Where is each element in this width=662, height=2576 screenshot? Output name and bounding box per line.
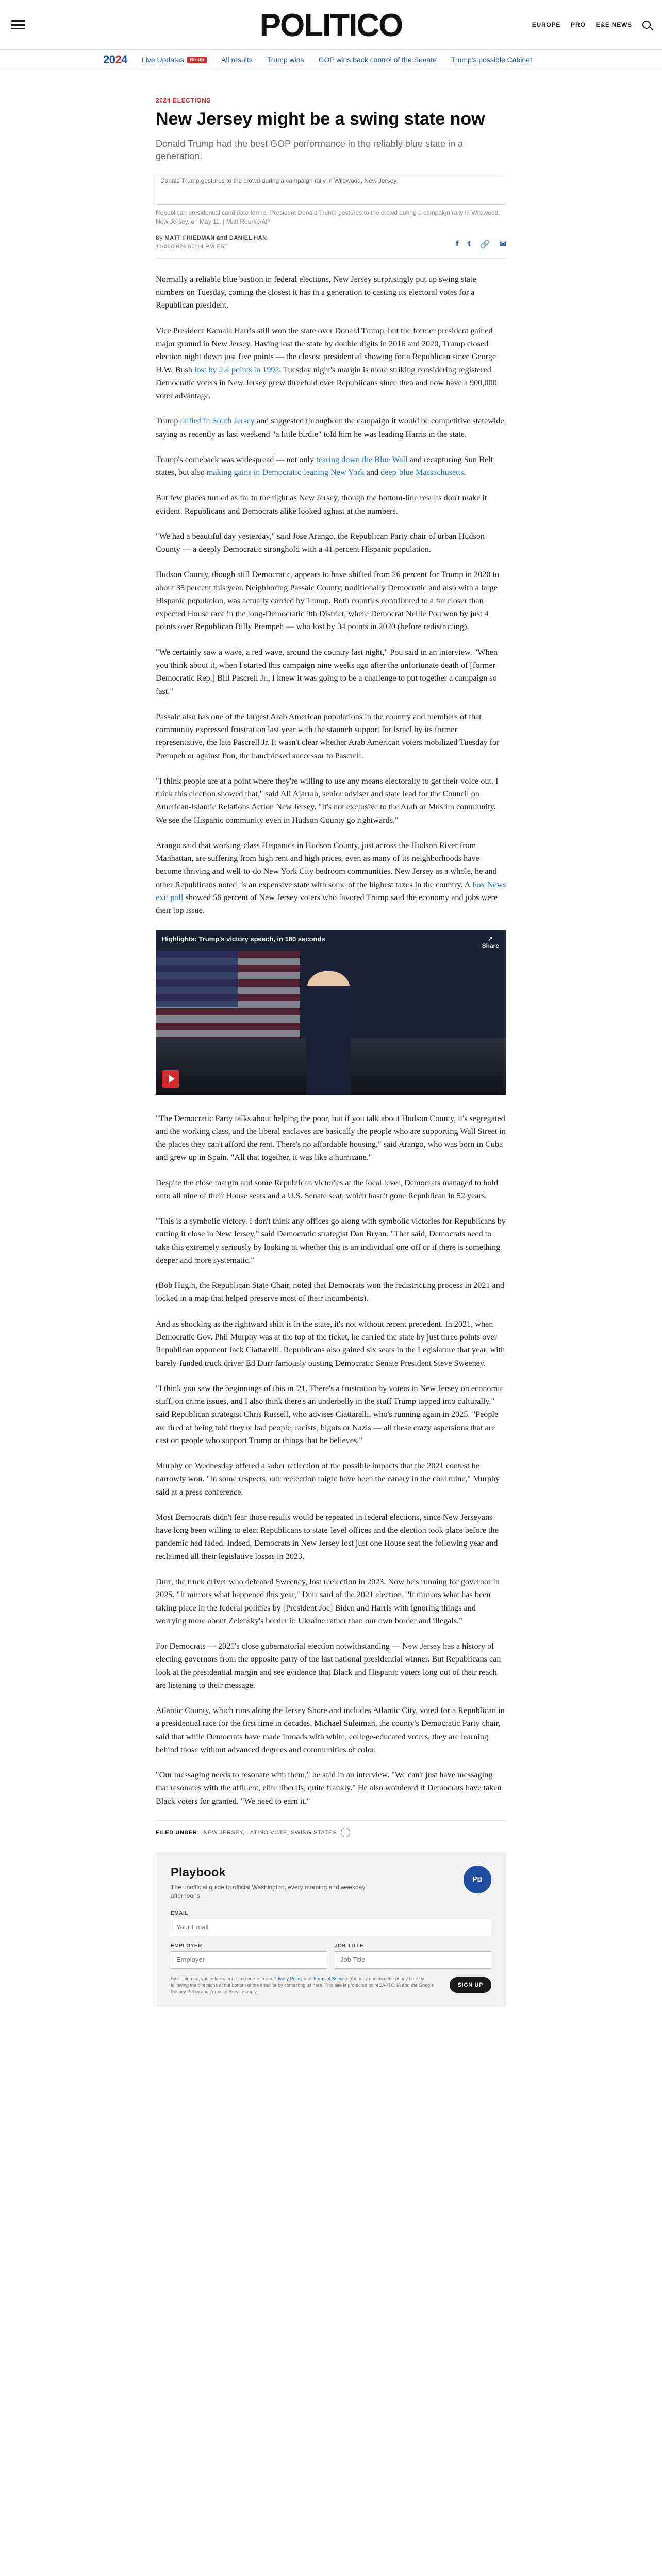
flag-canton [156,951,238,1007]
timestamp: 11/06/2024 05:14 PM EST [156,244,228,250]
newsletter-footer [171,1976,491,1995]
terms-link[interactable]: Terms of Service [312,1976,347,1981]
speaker-figure [306,971,351,1095]
top-bar [0,0,662,49]
job-title-field[interactable] [335,1951,491,1969]
facebook-icon[interactable]: f [456,239,459,248]
inline-link[interactable]: making gains in Democratic-leaning New York [206,468,365,478]
menu-icon[interactable] [11,20,25,29]
elections-subnav [0,49,662,70]
article-body [156,273,506,1808]
play-icon[interactable] [162,1070,179,1088]
nav-europe[interactable]: EUROPE [532,21,561,28]
subnav-senate[interactable]: GOP wins back control of the Senate [318,56,437,64]
newsletter-signup [156,1853,506,2007]
paragraph: "We had a beautiful day yesterday," said Jose Arango, the Republican Party chair of urban Hudson County — a deeply Democratic stronghold with a 41 percent Hispanic population. [156,531,485,554]
paragraph: Hudson County, though still Democratic, appears to have shifted from 26 percent for Trump in 2020 to about 35 percent this year. Neighboring Passaic County, traditionally Democratic and also with a large Hispanic population, was actually carried by Trump. Both counties contributed to a far closer than expected House race in the long-Democratic 9th District, where Democrat Nellie Pou won by just 4 points over Republican Billy Prempeh — who lost by 34 points in 2020 (before redistricting). [156,570,500,632]
authors[interactable]: MATT FRIEDMAN and DANIEL HAN [164,234,267,241]
subnav-all-results[interactable]: All results [221,56,253,64]
inline-link[interactable]: deep-blue Massachusetts [380,468,464,478]
paragraph: Trump rallied in South Jersey and suggested throughout the campaign it would be competitive statewide, saying as recently as last weekend "a little birdie" told him he was leading Harris in the state. [156,416,506,439]
twitter-icon[interactable]: t [468,239,471,248]
paragraph: Durr, the truck driver who defeated Sweeney, lost reelection in 2023. Now he's running for governor in 2025. "It mirrors what happened this year," Durr said of the 2021 election. "It mirrors what has been taking place in the federal policies by [President Joe] Biden and Harris with ignoring things and worrying more about Zelensky's border in Ukraine rather than our own border and illegals." [156,1577,500,1625]
paragraph: Normally a reliable blue bastion in federal elections, New Jersey surprisingly put up swing state numbers on Tuesday, coming the closest it has in a generation to casting its electoral votes for a Republican president. [156,274,476,310]
video-title: Highlights: Trump's victory speech, in 180 seconds [162,935,325,943]
byline [156,234,267,252]
filed-tags[interactable]: NEW JERSEY, LATINO VOTE, SWING STATES [203,1829,337,1836]
paragraph: Passaic also has one of the largest Arab American populations in the country and members of that community expressed frustration last year with the staunch support for Israel by its former representative, the late Pascrell Jr. It wasn't clear whether Arab American voters mobilized Tuesday for Prempeh or against Pou, the handpicked successor to Pascrell. [156,711,500,760]
nav-ee-news[interactable]: E&E NEWS [595,21,632,28]
inline-link[interactable]: tearing down the Blue Wall [316,454,408,464]
byline-prefix: By [156,234,163,241]
email-icon[interactable]: ✉ [499,240,506,249]
article [156,70,506,2007]
paragraph: But few places turned as far to the right as New Jersey, though the bottom-line results don't make it evident. Republicans and Democrats alike looked aghast at the numbers. [156,493,487,516]
byline-row [156,234,506,259]
paragraph: "I think you saw the beginnings of this in '21. There's a frustration by voters in New Jersey on economic stuff, on crime issues, and I also think there's an underbelly in the stuff Trump tapped into culturally," said Republican strategist Chris Russell, who advises Ciattarelli, who's running again in 2025. "People are tired of being told they're bad people, racists, bigots or Nazis — all these crazy aspersions that are cast on people who support Trump or things that he believes." [156,1383,504,1445]
newsletter-description: The unofficial guide to official Washington, every morning and weekday afternoons. [171,1883,366,1900]
inline-link[interactable]: rallied in South Jersey [180,416,255,426]
live-updates-label: Live Updates [141,56,184,64]
article-kicker[interactable]: 2024 ELECTIONS [156,97,211,104]
hero-image [156,174,506,205]
video-share-button[interactable] [482,935,499,950]
paragraph: "I think people are at a point where they're willing to use any means electorally to get their voice out. I think this election showed that," said Ali Ajarrah, senior adviser and state lead for the Council on American-Islamic Relations Action New Jersey. "It's not exclusive to the Arab or Muslim community. We see the Hispanic community even in Hudson County go rightwards." [156,776,499,825]
paragraph: Murphy on Wednesday offered a sober reflection of the possible impacts that the 2021 contest he narrowly won. "In some respects, our reelection might have been the canary in the coal mine," Murphy said at a press conference. [156,1461,500,1497]
2024-brand[interactable]: 2024 [103,53,127,66]
sign-up-button[interactable]: SIGN UP [450,1977,491,1993]
live-updates-link[interactable] [142,56,207,64]
paragraph: (Bob Hugin, the Republican State Chair, noted that Democrats won the redistricting process in 2021 and locked in a map that helped preserve most of their incumbents). [156,1281,504,1303]
paragraph: "The Democratic Party talks about helping the poor, but if you talk about Hudson County, it's segregated and the working class, and the liberal enclaves are basically the people who are supporting Wall Street in the places they can't afford the rent. There's no affordable housing," said Arango, who was born in Cuba and grew up in Spain. "All that together, it was like a hurricane." [156,1113,506,1162]
paragraph: Most Democrats didn't fear those results would be repeated in federal elections, since New Jerseyans have long been willing to elect Republicans to state-level offices and the election took place before the pandemic had faded. Indeed, Democrats in New Jersey lost just one House seat the following year and reclaimed all their legislative losses in 2023. [156,1512,499,1561]
paragraph: For Democrats — 2021's close gubernatorial election notwithstanding — New Jersey has a history of electing governors from the opposite party of the last national presidential winner. But Republicans can look at the presidential margin and see evidence that Black and Hispanic voters long out of their reach are listening to their message. [156,1641,501,1690]
paragraph: "This is a symbolic victory. I don't think any offices go along with symbolic victories for Republicans by cutting it close in New Jersey," said Democratic strategist Dan Bryan. "That said, Democrats need to take this extremely seriously by looking at whether this is an individual one-off or if there is something deeper and more systematic." [156,1216,506,1265]
subnav-cabinet[interactable]: Trump's possible Cabinet [451,56,532,64]
top-nav [532,21,651,29]
email-label: EMAIL [171,1910,189,1917]
paragraph: "We certainly saw a wave, a red wave, around the country last night," Pou said in an interview. "When you think about it, when I started this campaign nine weeks ago after the unfortunate death of [former Democratic Rep.] Bill Pascrell Jr., I knew it was going to be a challenge to put together a campaign so fast." [156,647,498,696]
politico-logo[interactable]: POLITICO [259,8,403,43]
paragraph: Vice President Kamala Harris still won the state over Donald Trump, but the former president gained major ground in New Jersey. Having lost the state by double digits in 2016 and 2020, Trump closed election night down just five points — the closest presidential showing for a Republican since George H.W. Bush lost by 2.4 points in 1992. Tuesday night's margin is more striking considering registered Democratic voters in New Jersey grew threefold over Republicans since then and now have a 900,000 voter advantage. [156,326,497,401]
inline-link[interactable]: Fox News exit poll [156,879,506,902]
email-field[interactable] [171,1919,491,1936]
more-tags-icon[interactable]: … [341,1828,350,1837]
link-icon[interactable]: 🔗 [479,240,490,249]
subnav-trump-wins[interactable]: Trump wins [267,56,304,64]
employer-job-row [171,1943,491,1976]
image-caption: Republican presidential candidate former President Donald Trump gestures to the crowd during a campaign rally in Wildwood, New Jersey, on May 11. | Matt Rourke/AP [156,209,500,225]
paragraph: Trump's comeback was widespread — not only tearing down the Blue Wall and recapturing Sun Belt states, but also making gains in Democratic-leaning New York and deep-blue Massachusetts. [156,454,493,478]
paragraph: Despite the close margin and some Republican victories at the local level, Democrats managed to hold onto all nine of their House seats and a U.S. Senate seat, which hasn't gone Republican in 52 years. [156,1178,499,1200]
share-icon: ↗ [488,935,493,942]
playbook-logo-icon: PB [464,1866,491,1893]
employer-label: EMPLOYER [171,1943,202,1949]
legal-text: By signing up, you acknowledge and agree to our Privacy Policy and Terms of Service. You may unsubscribe at any time by following the directions at the bottom of the email or by contacting us here. This site is protected by reCAPTCHA and the Google Privacy Policy and Terms of Service apply. [171,1976,434,1994]
hero-image-alt: Donald Trump gestures to the crowd during a campaign rally in Wildwood, New Jersey. [160,177,398,185]
share-bar [456,234,506,249]
filed-under-label: FILED UNDER: [156,1829,200,1836]
newsletter-title: Playbook [171,1865,226,1879]
search-icon[interactable] [642,21,651,29]
paragraph: Atlantic County, which runs along the Jersey Shore and includes Atlantic City, voted for a Republican in a presidential race for the first time in decades. Michael Suleiman, the county's Democratic Party chair, said that while Democrats have made inroads with white, college-educated voters, they are learning behind those without advanced degrees and communities of color. [156,1706,505,1754]
paragraph: "Our messaging needs to resonate with them," he said in an interview. "We can't just have messaging that resonates with the affluent, elite liberals, quite frankly." He also wondered if Democrats have taken Black voters for granted. "We need to earn it." [156,1770,502,1806]
employer-field[interactable] [171,1951,327,1969]
job-title-label: JOB TITLE [335,1943,364,1949]
paragraph: Arango said that working-class Hispanics in Hudson County, just across the Hudson River from Manhattan, are suffering from high rent and high prices, even as many of its neighborhoods have become thriving and well-to-do New York City bedroom communities. New Jersey as a whole, he and other Republicans noted, is an expensive state with some of the highest taxes in the country. A Fox News exit poll showed 56 percent of New Jersey voters who favored Trump said the economy and jobs were their top issue. [156,840,506,916]
privacy-policy-link[interactable]: Privacy Policy [273,1976,303,1981]
headline: New Jersey might be a swing state now [156,109,485,129]
live-badge: Re-up [187,57,207,63]
video-player[interactable] [156,930,506,1095]
inline-link[interactable]: lost by 2.4 points in 1992 [194,365,279,375]
video-share-label: Share [482,942,499,950]
dek: Donald Trump had the best GOP performance in the reliably blue state in a generation. [156,138,464,162]
nav-pro[interactable]: PRO [571,21,586,28]
paragraph: And as shocking as the rightward shift is in the state, it's not without recent precedent. In 2021, when Democratic Gov. Phil Murphy was at the top of the ticket, he carried the state by just three points over Republican opponent Jack Ciattarelli. Republicans also gained six seats in the Legislature that year, with barely-funded truck driver Ed Durr famously ousting Democratic Senate President Steve Sweeney. [156,1319,505,1368]
filed-under [156,1820,506,1837]
